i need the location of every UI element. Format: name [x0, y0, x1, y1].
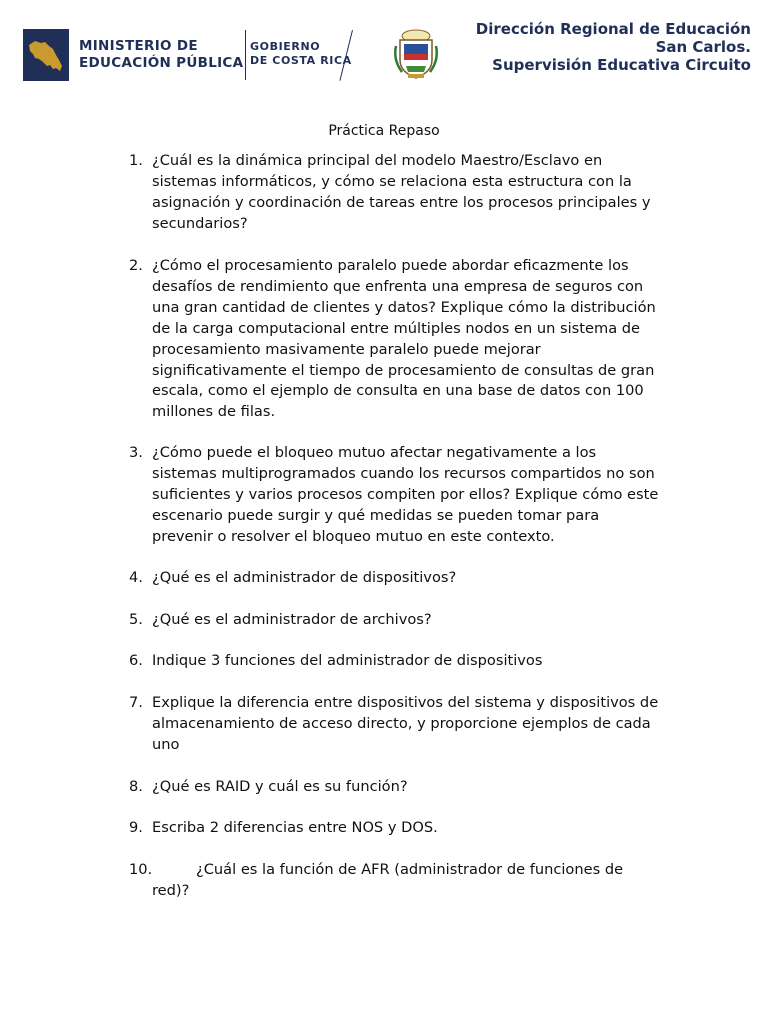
header-divider [245, 30, 246, 80]
regional-seal-logo [390, 26, 442, 82]
question-text: ¿Cuál es la función de AFR (administrador de funciones de red)? [152, 861, 624, 899]
ministry-name [79, 38, 243, 72]
costa-rica-map-logo [23, 29, 69, 81]
costa-rica-map-icon [23, 29, 69, 81]
question-number: 5. [129, 611, 143, 628]
question-number: 10. [129, 861, 153, 878]
question-number: 9. [129, 819, 143, 836]
question-number: 4. [129, 569, 143, 586]
ministry-line-1: MINISTERIO DE [79, 38, 198, 54]
question-number: 2. [129, 257, 143, 274]
question-text: ¿Cómo puede el bloqueo mutuo afectar negativamente a los sistemas multiprogramados cuando los recursos compartidos no son suficientes y varios procesos compiten por ellos? Explique cómo este escenario puede surgir y qué medidas se pueden tomar para prevenir o resolver el bloqueo mutuo en este contexto. [152, 444, 659, 545]
question-number: 7. [129, 694, 143, 711]
document-title: Práctica Repaso [328, 123, 440, 139]
question-text: ¿Qué es RAID y cuál es su función? [152, 778, 408, 795]
regional-line-1: Dirección Regional de Educación [475, 20, 751, 38]
regional-line-2: San Carlos. [655, 38, 751, 56]
gov-line-2: DE COSTA RICA [250, 54, 352, 67]
question-text: ¿Cuál es la dinámica principal del modelo Maestro/Esclavo en sistemas informáticos, y cómo se relaciona esta estructura con la asignación y coordinación de tareas entre los procesos principales y secundarios? [152, 152, 651, 232]
ministry-line-2: EDUCACIÓN PÚBLICA [79, 55, 244, 71]
question-number: 3. [129, 444, 143, 461]
question-number: 1. [129, 152, 143, 169]
letterhead [0, 0, 768, 100]
question-text: ¿Qué es el administrador de dispositivos? [152, 569, 457, 586]
regional-office-block [476, 20, 751, 74]
regional-line-3: Supervisión Educativa Circuito [492, 56, 751, 74]
question-text: ¿Cómo el procesamiento paralelo puede abordar eficazmente los desafíos de rendimiento que enfrenta una empresa de seguros con una gran cantidad de clientes y datos? Explique cómo la distribución de la carga computacional entre múltiples nodos en un sistema de procesamiento masivamente paralelo puede mejorar significativamente el tiempo de procesamiento de consultas de gran escala, como el ejemplo de consulta en una base de datos con 100 millones de filas. [152, 257, 656, 421]
question-text: ¿Qué es el administrador de archivos? [152, 611, 432, 628]
question-number: 8. [129, 778, 143, 795]
question-number: 6. [129, 652, 143, 669]
question-text: Indique 3 funciones del administrador de dispositivos [152, 652, 543, 669]
question-text: Explique la diferencia entre dispositivos del sistema y dispositivos de almacenamiento de acceso directo, y proporcione ejemplos de cada uno [152, 694, 659, 753]
government-name [250, 40, 352, 68]
gov-line-1: GOBIERNO [250, 40, 321, 53]
question-text: Escriba 2 diferencias entre NOS y DOS. [152, 819, 438, 836]
regional-seal-icon [390, 26, 442, 82]
